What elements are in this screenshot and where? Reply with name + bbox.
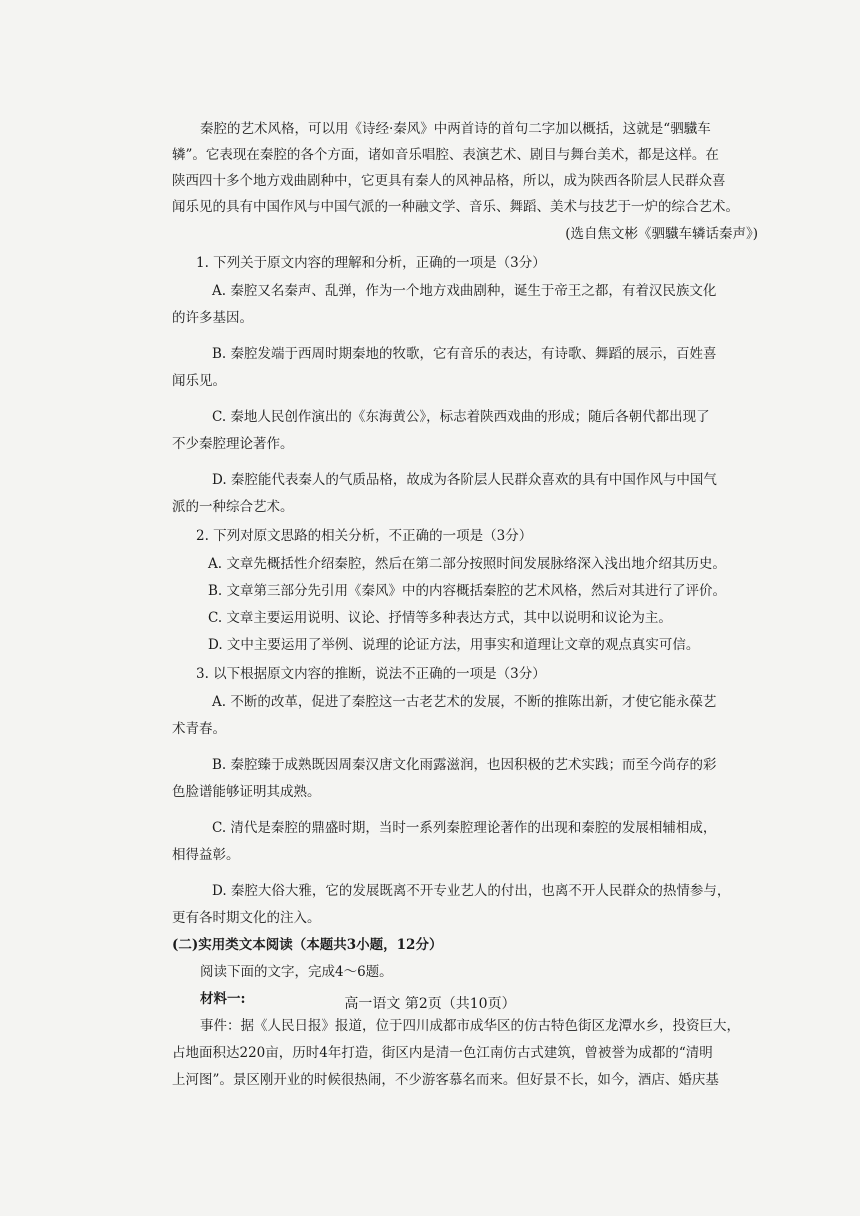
section-heading: (二)实用类文本阅读（本题共3小题，12分） — [172, 937, 443, 953]
page-footer: 高一语文 第2页（共10页） — [344, 996, 516, 1012]
option-a — [172, 278, 758, 332]
option-d: D. 文中主要运用了举例、说理的论证方法，用事实和道理让文章的观点真实可信。 — [208, 637, 700, 653]
option-line: C. 清代是秦腔的鼎盛时期，当时一系列秦腔理论著作的出现和秦腔的发展相辅相成， — [212, 820, 717, 836]
option-line: 更有各时期文化的注入。 — [172, 910, 321, 926]
option-line: B. 秦腔臻于成熟既因周秦汉唐文化雨露滋润，也因积极的艺术实践；而至今尚存的彩 — [212, 757, 717, 773]
option-c: C. 文章主要运用说明、议论、抒情等多种表达方式，其中以说明和议论为主。 — [208, 610, 672, 626]
option-line: 色脸谱能够证明其成熟。 — [172, 784, 321, 800]
passage-line: 秦腔的艺术风格，可以用《诗经·秦风》中两首诗的首句二字加以概括，这就是“驷驖车 — [200, 121, 711, 137]
material-line: 上河图”。景区刚开业的时候很热闹，不少游客慕名而来。但好景不长，如今，酒店、婚庆基 — [172, 1072, 719, 1088]
option-d — [172, 878, 758, 932]
option-c — [172, 404, 758, 458]
option-b: B. 文章第三部分先引用《秦风》中的内容概括秦腔的艺术风格，然后对其进行了评价。 — [208, 583, 727, 599]
question-stem: 3. 以下根据原文内容的推断，说法不正确的一项是（3分） — [196, 666, 546, 682]
option-a — [172, 689, 758, 743]
option-line: 派的一种综合艺术。 — [172, 499, 294, 515]
option-line: 的许多基因。 — [172, 310, 253, 326]
option-b — [172, 341, 758, 395]
option-line: 相得益彰。 — [172, 847, 240, 863]
option-line: 术青春。 — [172, 721, 226, 737]
option-line: 闻乐见。 — [172, 373, 226, 389]
material-line: 占地面积达220亩，历时4年打造，街区内是清一色江南仿古式建筑，曾被誉为成都的“清明 — [172, 1045, 713, 1061]
option-c — [172, 815, 758, 869]
page-content — [172, 116, 758, 1094]
question-stem: 2. 下列对原文思路的相关分析，不正确的一项是（3分） — [196, 528, 533, 544]
question-2 — [172, 521, 758, 659]
option-b — [172, 752, 758, 806]
material-line: 事件：据《人民日报》报道，位于四川成都市成华区的仿古特色街区龙潭水乡，投资巨大， — [200, 1018, 740, 1034]
option-line: 不少秦腔理论著作。 — [172, 436, 294, 452]
option-line: C. 秦地人民创作演出的《东海黄公》，标志着陕西戏曲的形成；随后各朝代都出现了 — [212, 409, 710, 425]
passage-line: 陕西四十多个地方戏曲剧种中，它更具有秦人的风神品格，所以，成为陕西各阶层人民群众喜 — [172, 173, 726, 189]
material-label: 材料一: — [200, 991, 246, 1007]
section-2 — [172, 932, 758, 1094]
passage-source: (选自焦文彬《驷驖车辚话秦声》) — [565, 226, 758, 242]
question-3 — [172, 659, 758, 932]
option-line: D. 秦腔大俗大雅，它的发展既离不开专业艺人的付出，也离不开人民群众的热情参与， — [212, 883, 731, 899]
passage — [172, 116, 758, 248]
option-line: D. 秦腔能代表秦人的气质品格，故成为各阶层人民群众喜欢的具有中国作风与中国气 — [212, 472, 717, 488]
passage-line: 辚”。它表现在秦腔的各个方面，诸如音乐唱腔、表演艺术、剧目与舞台美术，都是这样。在 — [172, 147, 719, 163]
question-1 — [172, 248, 758, 521]
option-line: A. 不断的改革，促进了秦腔这一古老艺术的发展，不断的推陈出新，才使它能永葆艺 — [212, 694, 717, 710]
option-d — [172, 467, 758, 521]
option-a: A. 文章先概括性介绍秦腔，然后在第二部分按照时间发展脉络深入浅出地介绍其历史。 — [208, 556, 726, 572]
passage-line: 闻乐见的具有中国作风与中国气派的一种融文学、音乐、舞蹈、美术与技艺于一炉的综合艺术。 — [172, 199, 739, 215]
section-instruction: 阅读下面的文字，完成4～6题。 — [200, 964, 393, 980]
option-line: A. 秦腔又名秦声、乱弹，作为一个地方戏曲剧种，诞生于帝王之都，有着汉民族文化 — [212, 283, 717, 299]
option-line: B. 秦腔发端于西周时期秦地的牧歌，它有音乐的表达，有诗歌、舞蹈的展示，百姓喜 — [212, 346, 717, 362]
question-stem: 1. 下列关于原文内容的理解和分析，正确的一项是（3分） — [196, 255, 546, 271]
